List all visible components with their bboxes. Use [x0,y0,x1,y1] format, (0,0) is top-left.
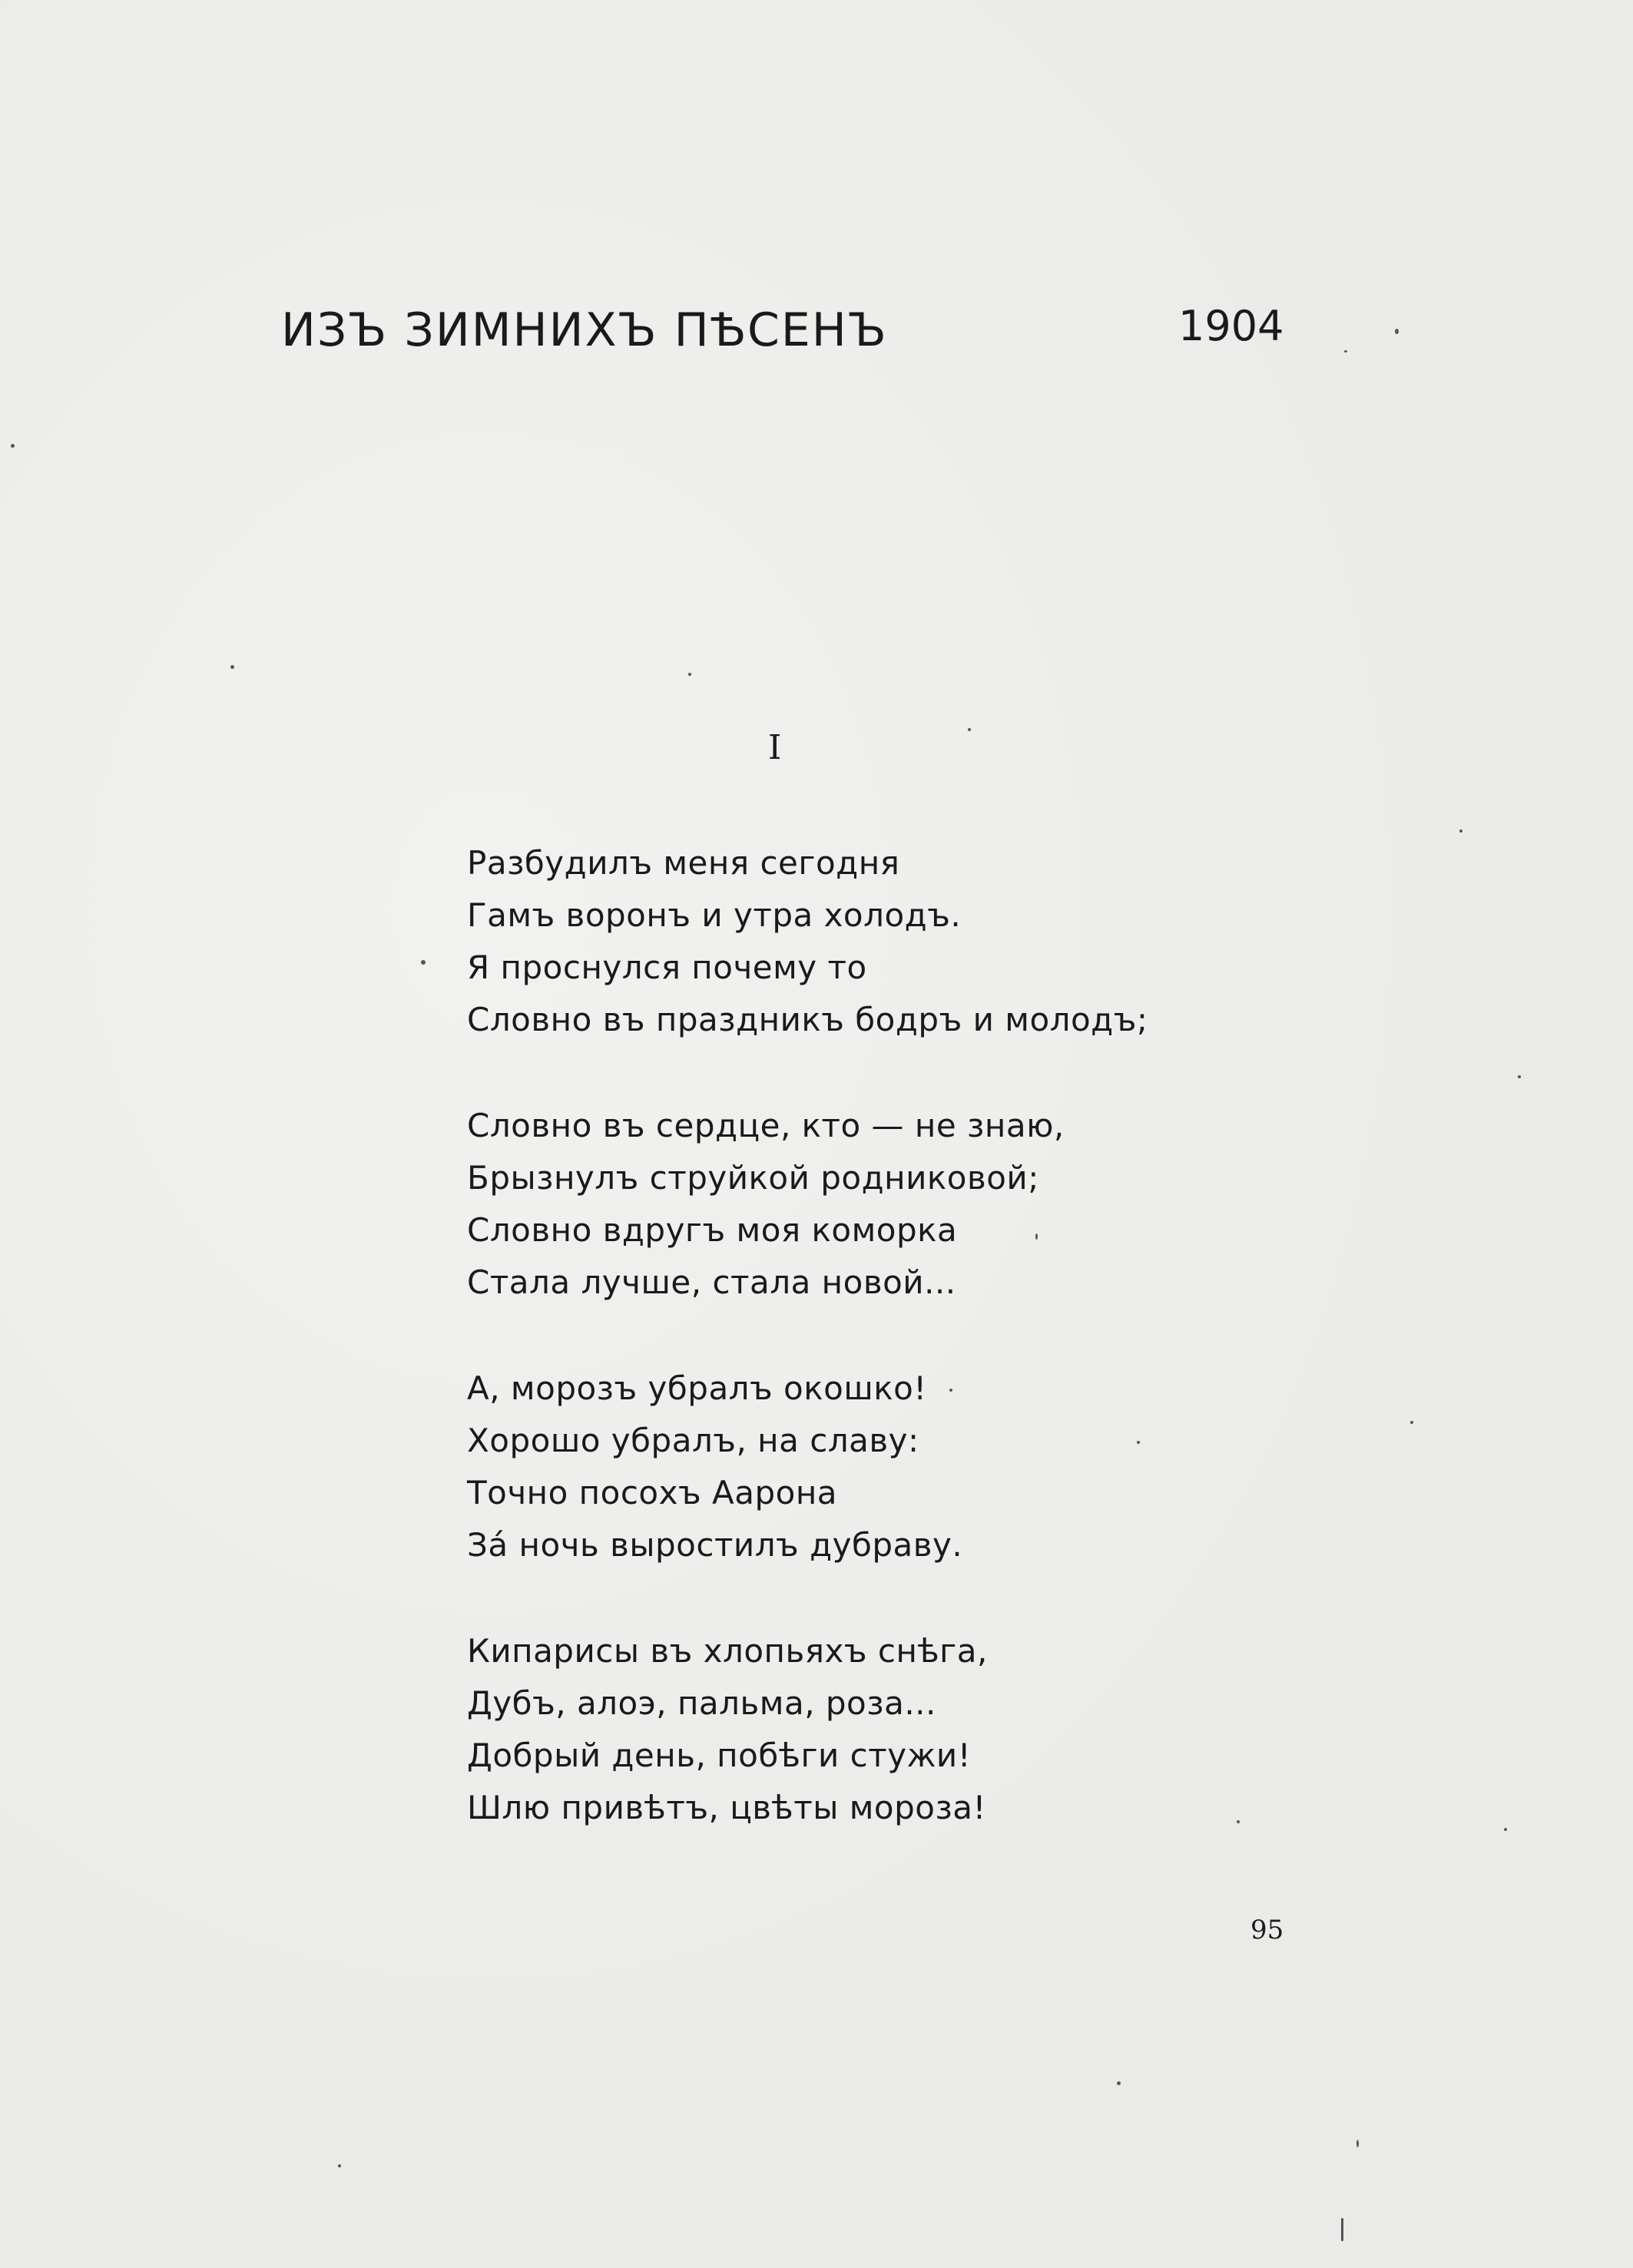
poem-line: Разбудилъ меня сегодня [467,844,900,882]
poem-line: Я проснулся почему то [467,949,867,986]
paper-speck [688,673,691,676]
paper-speck [1117,2081,1121,2085]
stanza-2 [467,1100,1235,1309]
paper-speck [949,1389,952,1392]
paper-speck [1237,1820,1240,1823]
poem-line: Гамъ воронъ и утра холодъ. [467,896,962,934]
poem-line: Брызнулъ струйкой родниковой; [467,1159,1039,1197]
paper-speck [1137,1441,1140,1444]
paper-speck [1459,829,1462,833]
poem-line: За́ ночь выростилъ дубраву. [467,1526,963,1564]
paper-speck [230,665,234,669]
poem-line: Дубъ, алоэ, пальма, роза... [467,1684,936,1722]
stanza-1 [467,837,1235,1046]
section-number: I [768,728,782,767]
poem-line: Хорошо убралъ, на славу: [467,1422,919,1459]
poem-body [467,837,1235,1888]
poem-line: А, морозъ убралъ окошко! [467,1369,927,1407]
poem-year: 1904 [1178,302,1284,350]
paper-speck [1035,1233,1038,1240]
paper-speck [1356,2140,1359,2147]
paper-speck [1504,1828,1507,1831]
stanza-4 [467,1625,1235,1834]
paper-speck [338,2164,341,2167]
paper-speck [421,960,426,965]
poem-line: Словно вдругъ моя коморка [467,1211,958,1249]
poem-line: Стала лучше, стала новой... [467,1263,956,1301]
poem-line: Словно въ праздникъ бодръ и молодъ; [467,1001,1148,1038]
paper-speck [1341,2218,1343,2241]
paper-speck [1344,350,1347,353]
poem-line: Шлю привѣтъ, цвѣты мороза! [467,1789,986,1826]
poem-cycle-title: ИЗЪ ЗИМНИХЪ ПѢСЕНЪ [281,303,888,357]
paper-speck [1410,1421,1413,1424]
page-number: 95 [1250,1915,1284,1945]
poem-line: Точно посохъ Аарона [467,1474,838,1511]
poem-line: Добрый день, побѣги стужи! [467,1737,972,1774]
paper-speck [1518,1075,1521,1078]
stanza-3 [467,1362,1235,1571]
poem-line: Словно въ сердце, кто — не знаю, [467,1107,1065,1144]
paper-speck [968,728,971,731]
poem-line: Кипарисы въ хлопьяхъ снѣга, [467,1632,988,1670]
paper-speck [1395,329,1399,334]
paper-speck [11,444,15,448]
